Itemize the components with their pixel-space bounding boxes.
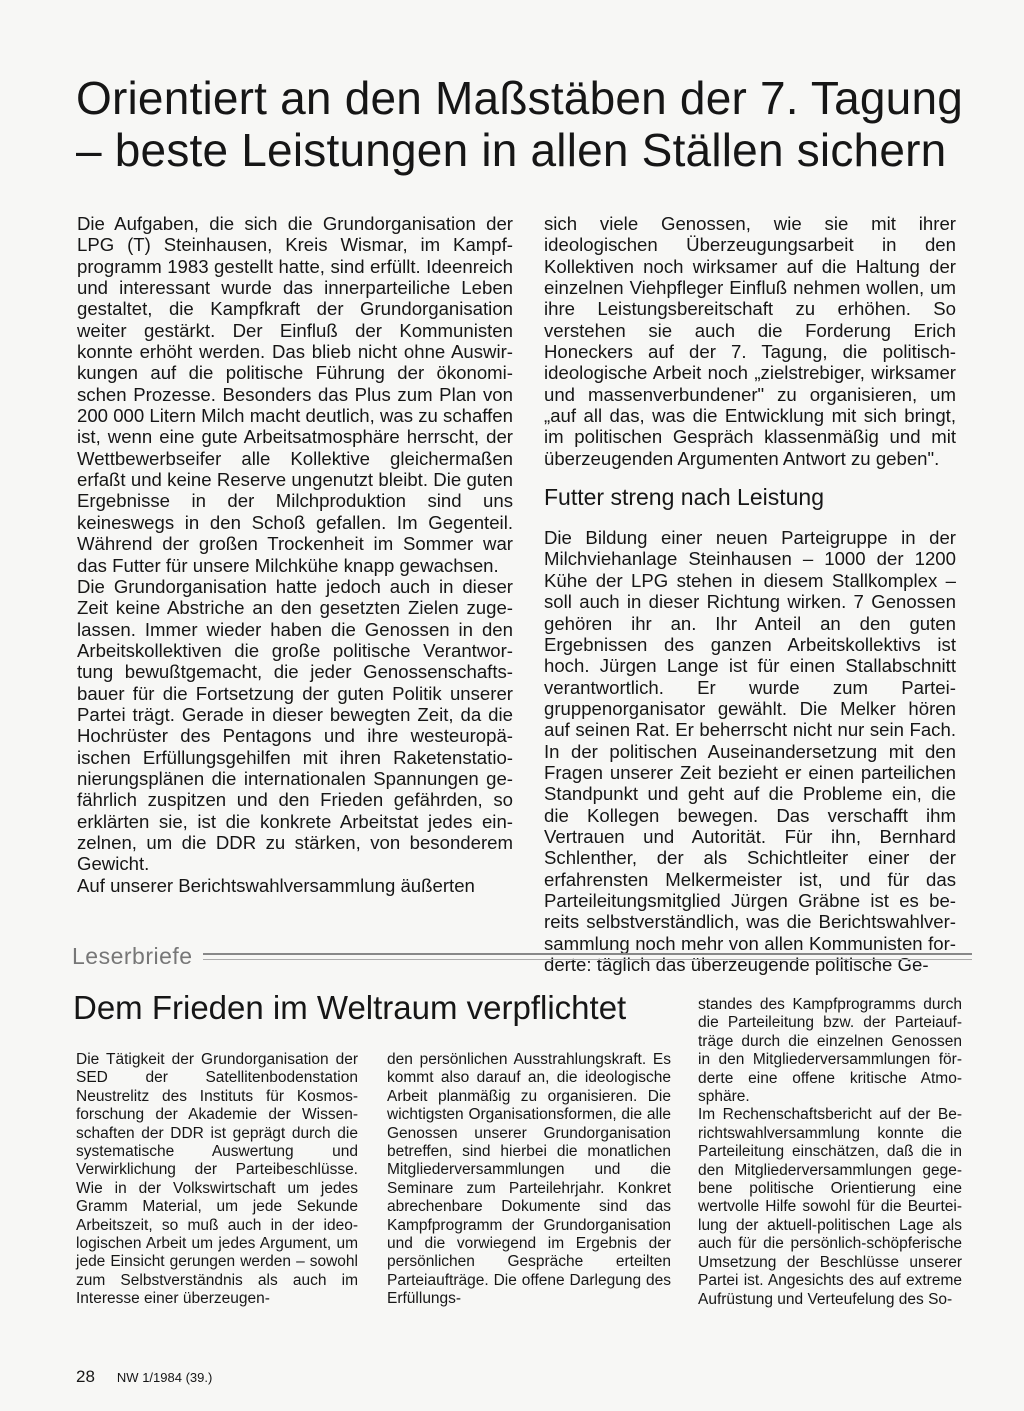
- paragraph: Die Grundorganisation hatte jedoch auch in dieser Zeit keine Abstriche an den gesetzten Zielen zugelassen. Immer wieder haben die Genossen in den Arbeitskollektiven die große politische Verantwortung bewußtgemacht, die jeder Genossenschaftsbauer für die Fortsetzung der guten Politik unserer Partei trägt. Gerade in dieser bewegten Zeit, da die Hochrüster des Pentagons und ihre westeuropäischen Erfüllungsgehilfen mit ihren Raketenstationierungsplänen die internationalen Spannungen gefährlich zuspitzen und den Frieden gefährden, so erklärten sie, ist die konkrete Arbeitstat jedes einzelnen, um die DDR zu stärken, von besonderem Gewicht.: [77, 575, 513, 875]
- letter-headline: Dem Frieden im Weltraum verpflichtet: [73, 989, 627, 1026]
- letter-column-3: [698, 996, 962, 1309]
- paragraph: Die Bildung einer neuen Parteigruppe in der Milchviehanlage Steinhausen – 1000 der 1200 Kühe der LPG stehen in diesem Stallkomplex – soll auch in dieser Richtung wirken. 7 Genossen gehören ihr an. Ihr Anteil an den guten Ergebnissen des ganzen Arbeitskollektivs ist hoch. Jürgen Lange ist für einen Stallabschnitt verantwortlich. Er wurde zum Parteigruppenorganisator gewählt. Die Melker hören auf seinen Rat. Er beherrscht nicht nur sein Fach. In der politischen Auseinandersetzung mit den Fragen unserer Zeit bezieht er einen parteilichen Standpunkt und geht auf die Probleme ein, die die Kollegen bewegen. Das verschafft ihm Vertrauen und Autorität. Für ihn, Bernhard Schlenther, der als Schichtleiter einer der erfahrensten Melkermeister ist, und für das Parteileitungsmitglied Jürgen Gräbne ist es bereits selbstverständlich, was die Berichtswahlversammlung noch mehr von allen Kommunisten forderte: täglich das überzeugende politische Ge-: [544, 527, 956, 975]
- letter-column-2: [387, 1051, 671, 1309]
- article-headline: Orientiert an den Maßstäben der 7. Tagung – beste Leistungen in allen Ställen sichern: [76, 72, 964, 176]
- paragraph: den persönlichen Ausstrahlungskraft. Es kommt also darauf an, die ideologische Arbeit planmäßig zu organisieren. Die wichtigsten Organisationsformen, die alle Genossen unserer Grundorganisation betreffen, sind hierbei die monatlichen Mitgliederversammlungen und die Seminare zum Parteilehrjahr. Konkret abrechenbare Dokumente sind das Kampfprogramm der Grundorganisation und die vorwiegend im Ergebnis der persönlichen Gespräche erteilten Parteiaufträge. Die offene Darlegung des Erfüllungs-: [387, 1051, 671, 1308]
- paragraph: sich viele Genossen, wie sie mit ihrer ideologischen Überzeugungsarbeit in den Kollektiven noch wirksamer auf die Haltung der einzelnen Viehpfleger Einfluß nehmen wollen, um ihre Leistungsbereitschaft zu erhöhen. So verstehen sie auch die Forderung Erich Honeckers auf der 7. Tagung, die politisch-ideologische Arbeit noch „zielstrebiger, wirksamer und massenverbundener" zu organisieren, um „auf all das, was die Entwicklung mit sich bringt, im politischen Gespräch klassenmäßig und mit überzeugenden Argumenten Antwort zu geben".: [544, 213, 956, 469]
- letter-column-1: [76, 1051, 358, 1309]
- page-number: 28: [76, 1367, 95, 1386]
- paragraph: Die Tätigkeit der Grundorganisation der SED der Satellitenbodenstation Neustrelitz des Instituts für Kosmosforschung der Akademie der Wissenschaften der DDR ist geprägt durch die systematische Auswertung und Verwirklichung der Parteibeschlüsse. Wie in der Volkswirtschaft um jedes Gramm Material, um jede Sekunde Arbeitszeit, so muß auch in der ideologischen Arbeit um jedes Argument, um jede Einsicht gerungen werden – sowohl zum Selbstverständnis als auch im Interesse einer überzeugen-: [76, 1051, 358, 1308]
- article-column-1: [77, 213, 513, 896]
- paragraph: Im Rechenschaftsbericht auf der Berichtswahlversammlung konnte die Parteileitung einschätzen, daß die in den Mitgliederversammlungen gegebene politische Orientierung eine wertvolle Hilfe sowohl für die Beurteilung der aktuell-politischen Lage als auch für die persönlich-schöpferische Umsetzung der Beschlüsse unserer Partei ist. Angesichts des auf extreme Aufrüstung und Verteufelung des So-: [698, 1106, 962, 1308]
- paragraph: Die Aufgaben, die sich die Grundorganisation der LPG (T) Steinhausen, Kreis Wismar, im Kampfprogramm 1983 gestellt hatte, sind erfüllt. Ideenreich und interessant wurde das innerparteiliche Leben gestaltet, die Kampfkraft der Grundorganisation weiter gestärkt. Der Einfluß der Kommunisten konnte erhöht werden. Das blieb nicht ohne Auswirkungen auf die politische Führung der ökonomischen Prozesse. Besonders das Plus zum Plan von 200 000 Litern Milch macht deutlich, was zu schaffen ist, wenn eine gute Arbeitsatmosphäre herrscht, der Wettbewerbseifer alle Kollektive gleichermaßen erfaßt und keine Reserve ungenutzt bleibt. Die guten Ergebnisse in der Milchproduktion sind uns keineswegs in den Schoß gefallen. Im Gegenteil. Während der großen Trockenheit im Sommer war das Futter für unsere Milchkühe knapp gewachsen.: [77, 213, 513, 576]
- section-divider: [72, 943, 972, 969]
- journal-reference: NW 1/1984 (39.): [116, 1370, 213, 1385]
- paragraph: Auf unserer Berichtswahlversammlung äußerten: [77, 874, 475, 896]
- article-column-2: [544, 213, 956, 975]
- paragraph: standes des Kampfprogramms durch die Parteileitung bzw. der Parteiaufträge durch die einzelnen Genossen in den Mitgliederversammlungen förderte eine offene kritische Atmosphäre.: [698, 996, 962, 1106]
- page-footer: [76, 1367, 212, 1387]
- subheading: Futter streng nach Leistung: [544, 484, 824, 511]
- section-label: Leserbriefe: [72, 942, 193, 969]
- divider-rule: [203, 953, 972, 960]
